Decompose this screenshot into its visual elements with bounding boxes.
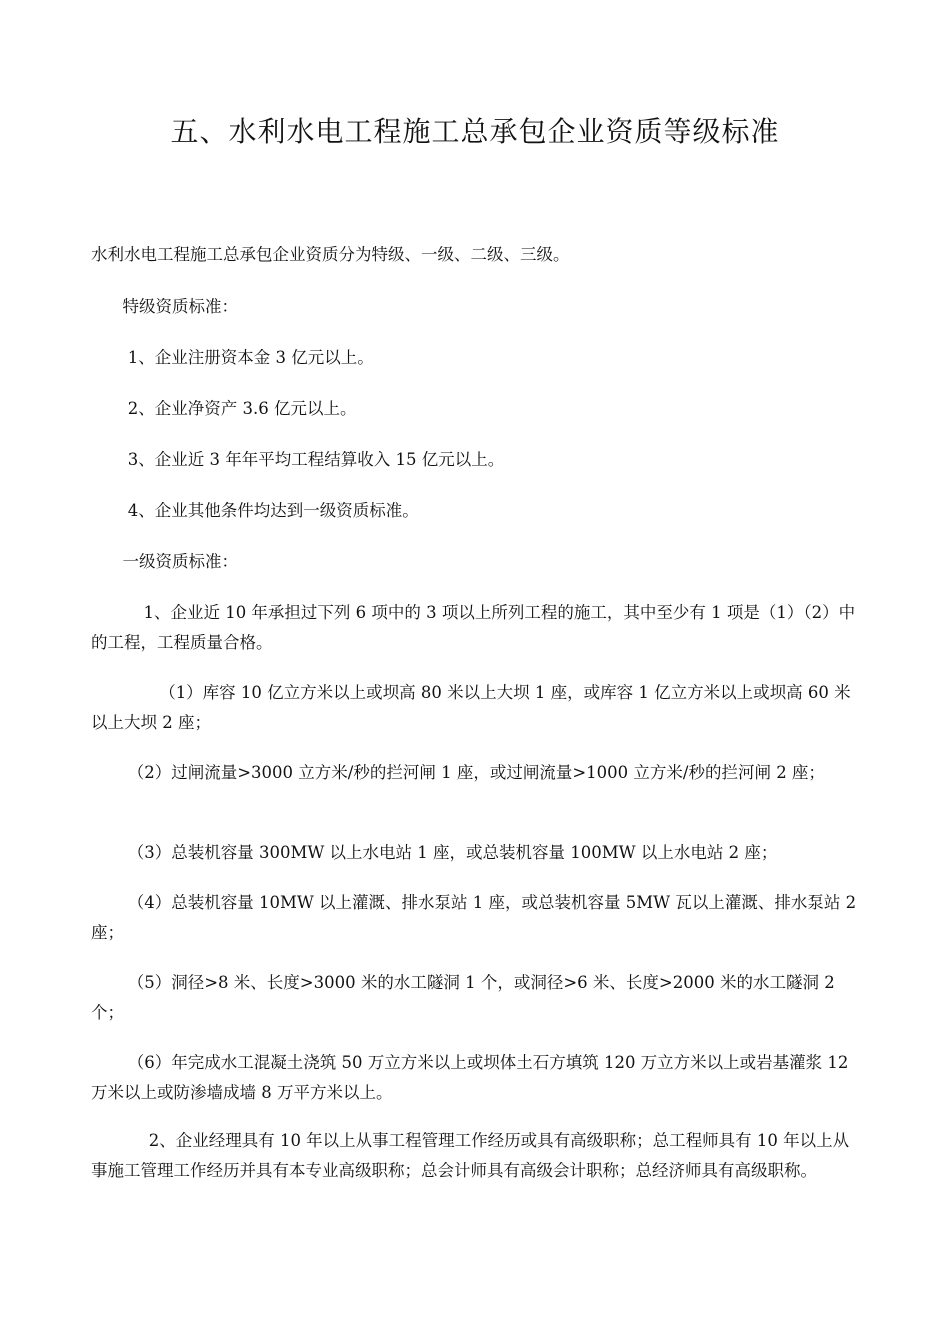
first-grade-item-1: 1、企业近 10 年承担过下列 6 项中的 3 项以上所列工程的施工，其中至少有 1 项是（1）（2）中的工程，工程质量合格。 [91, 603, 856, 652]
special-grade-heading: 特级资质标准： [91, 297, 238, 316]
first-grade-subitem-4: （4）总装机容量 10MW 以上灌溉、排水泵站 1 座，或总装机容量 5MW 瓦以上灌溉、排水泵站 2 座； [91, 893, 862, 942]
first-grade-subitem-2: （2）过闸流量>3000 立方米/秒的拦河闸 1 座，或过闸流量>1000 立方米/秒的拦河闸 2 座； [91, 763, 825, 782]
first-grade-subitem-1: （1）库容 10 亿立方米以上或坝高 80 米以上大坝 1 座，或库容 1 亿立方米以上或坝高 60 米以上大坝 2 座； [91, 683, 851, 732]
intro-paragraph: 水利水电工程施工总承包企业资质分为特级、一级、二级、三级。 [91, 245, 570, 264]
first-grade-subitem-5: （5）洞径>8 米、长度>3000 米的水工隧洞 1 个，或洞径>6 米、长度>2000 米的水工隧洞 2 个； [91, 973, 840, 1022]
first-grade-item-2: 2、企业经理具有 10 年以上从事工程管理工作经历或具有高级职称；总工程师具有 10 年以上从事施工管理工作经历并具有本专业高级职称；总会计师具有高级会计职称；总经济师具有高级职称。 [91, 1131, 850, 1180]
special-item-3: 3、企业近 3 年年平均工程结算收入 15 亿元以上。 [91, 450, 505, 469]
first-grade-subitem-3: （3）总装机容量 300MW 以上水电站 1 座，或总装机容量 100MW 以上水电站 2 座； [91, 843, 778, 862]
special-item-4: 4、企业其他条件均达到一级资质标准。 [91, 501, 419, 520]
special-item-2: 2、企业净资产 3.6 亿元以上。 [91, 399, 357, 418]
special-item-1: 1、企业注册资本金 3 亿元以上。 [91, 348, 374, 367]
document-title: 五、水利水电工程施工总承包企业资质等级标准 [170, 115, 780, 148]
first-grade-heading: 一级资质标准： [91, 552, 238, 571]
first-grade-subitem-6: （6）年完成水工混凝土浇筑 50 万立方米以上或坝体土石方填筑 120 万立方米以上或岩基灌浆 12 万米以上或防渗墙成墙 8 万平方米以上。 [91, 1053, 854, 1102]
